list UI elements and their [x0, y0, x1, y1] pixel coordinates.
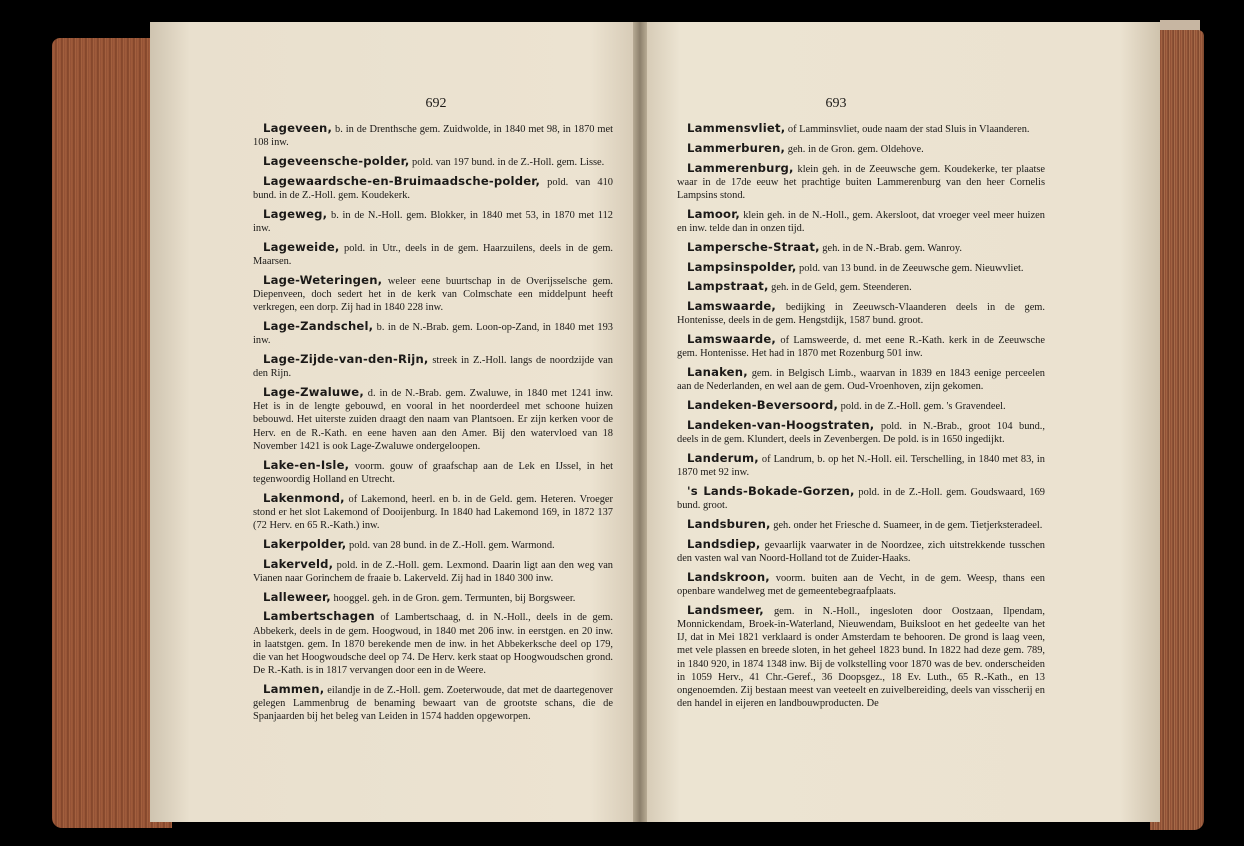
entry-headword: Lageweg, [263, 206, 328, 221]
entry-headword: Landerum, [687, 450, 759, 465]
entry-text: gem. in N.-Holl., ingesloten door Oostzaan, Ilpendam, Monnickendam, Broek-in-Waterland, Nieuwendam, Buiksloot en het gedeelte van het IJ, dat in Mei 1821 verklaard is onder Amsterdam te behooren. De grond is laag veen, met vele plassen en breede sloten, in het geheel 1823 bund. In 1822 had deze gem. 789, in 1840 920, in 1874 1348 inw. Bij de volkstelling voor 1870 was de bev. onderscheiden in 1059 Herv., 41 Chr.-Geref., 36 Doopsgez., 18 Ev. Luth., 65 R.-Kath., en 13 ongenoemden. Zij bestaan meest van veeteelt en zuivelbereiding, deels van visscherij en den handel in eijeren en landbouwproducten. De [677, 605, 1045, 710]
dictionary-entry [253, 538, 613, 552]
dictionary-entry [253, 558, 613, 585]
page-number: 692 [425, 96, 447, 111]
entry-text: b. in de N.-Brab. gem. Loon-op-Zand, in 1840 met 193 inw. [253, 322, 613, 347]
dictionary-entry [677, 300, 1045, 327]
entry-headword: Lammerburen, [687, 140, 786, 155]
dictionary-entry [253, 591, 613, 605]
entry-text: gem. in Belgisch Limb., waarvan in 1839 en 1843 eenige perceelen aan de Nederlanden, en wel aan de gem. Oud-Vroenhoven, zijn gekomen. [677, 368, 1045, 393]
entry-text: gevaarlijk vaarwater in de Noordzee, zich uitstrekkende tusschen den vasten wal van Noord-Holland tot de Zuider-Haaks. [677, 539, 1045, 564]
dictionary-entry [677, 485, 1045, 512]
entry-text: voorm. buiten aan de Vecht, in de gem. Weesp, thans een openbare wandelweg met de gemeentebegraafplaats. [677, 572, 1045, 597]
entry-text: geh. in de Gron. gem. Oldehove. [785, 143, 924, 155]
entry-headword: Lage-Zandschel, [263, 319, 374, 333]
dictionary-entry [677, 142, 1045, 156]
dictionary-entry [253, 274, 613, 315]
text-column [253, 122, 613, 729]
entry-text: d. in de N.-Brab. gem. Zwaluwe, in 1840 met 1241 inw. Het is in de lengte gebouwd, en vooral in het noorderdeel met schoone huizen bebouwd. Het uiterste zuiden draagt den naam van Plantsoen. Er zijn kerken voor de Herv. en de R.-Kath. en eene haven aan den Amer. Bij den watervloed van 18 November 1421 is ook Lage-Zwaluwe ondergeloopen. [253, 388, 613, 452]
entry-text: of Lamsweerde, d. met eene R.-Kath. kerk in de Zeeuwsche gem. Hontenisse. Het had in 1870 met Rozenburg 501 inw. [677, 335, 1045, 360]
entry-headword: Landsmeer, [687, 602, 764, 617]
entry-headword: Landeken-van-Hoogstraten, [687, 417, 875, 432]
dictionary-entry [253, 610, 613, 677]
dictionary-entry [677, 261, 1045, 275]
entry-headword: Lammensvliet, [687, 121, 786, 135]
entry-headword: Lage-Zwaluwe, [263, 385, 364, 399]
entry-headword: Lageveen, [263, 121, 333, 135]
entry-headword: Lampstraat, [687, 279, 769, 294]
entry-text: pold. in Utr., deels in de gem. Haarzuilens, deels in de gem. Maarsen. [253, 242, 613, 267]
entry-text: of Lakemond, heerl. en b. in de Geld. gem. Heteren. Vroeger stond er het slot Lakemond of Dooijenburg. In 1840 had Lakemond 169, in 1872 137 (72 Herv. en 65 R.-Kath.) inw. [253, 493, 613, 532]
entry-text: voorm. gouw of graafschap aan de Lek en IJssel, in het tegenwoordig Holland en Utrecht. [253, 460, 613, 485]
dictionary-entry [677, 241, 1045, 255]
dictionary-entry [253, 683, 613, 724]
dictionary-entry [677, 162, 1045, 203]
dictionary-entry [677, 571, 1045, 598]
entry-headword: Lammen, [263, 682, 325, 697]
dictionary-entry [253, 459, 613, 486]
dictionary-entry [677, 366, 1045, 393]
entry-headword: Landsdiep, [687, 536, 761, 551]
entry-text: klein geh. in de Zeeuwsche gem. Koudekerke, ter plaatse waar in de 17de eeuw het prachtige buiten Lammerenburg van den heer Cornelis Lampsins stond. [677, 163, 1045, 201]
entry-headword: Lalleweer, [263, 589, 331, 604]
entry-headword: Lakerveld, [263, 556, 334, 571]
entry-text: eilandje in de Z.-Holl. gem. Zoeterwoude, dat met de daartegenover gelegen Lammenbrug de benaming bewaart van de grootste schans, die de Spanjaarden bij het beleg van Leiden in 1574 hadden opgeworpen. [253, 685, 613, 723]
entry-headword: Lageveensche-polder, [263, 154, 410, 168]
right-page [640, 22, 1160, 822]
text-column [677, 122, 1045, 716]
dictionary-entry [253, 208, 613, 235]
dictionary-entry [677, 538, 1045, 565]
dictionary-entry [677, 280, 1045, 294]
entry-headword: Lamoor, [687, 206, 741, 221]
entry-text: of Lambertschaag, d. in N.-Holl., deels in de gem. Abbekerk, deels in de gem. Hoogwoud, in 1840 met 206 inw. in eerstgen. en 20 inw. in laatstgen. gem. In 1870 berekende men de inw. in het Abbekerksche deel op 179, die van het Hoogwoudsche deel op 74. De Herv. kerk staat op Hoogwoudschen grond. De R.-Kath. is in 1817 vervangen door een in de Weere. [253, 612, 613, 677]
entry-text: weleer eene buurtschap in de Overijsselsche gem. Diepenveen, doch sedert het in de kerk van Colmschate een middelpunt heeft verkregen, een dorp. Zij had in 1840 228 inw. [253, 275, 613, 314]
entry-headword: Lage-Zijde-van-den-Rijn, [263, 352, 429, 366]
entry-text: pold. in de Z.-Holl. gem. Goudswaard, 169 bund. groot. [677, 486, 1045, 512]
entry-text: pold. van 28 bund. in de Z.-Holl. gem. Warmond. [346, 539, 555, 551]
entry-headword: Lakerpolder, [263, 536, 347, 551]
entry-text: geh. in de Geld, gem. Steenderen. [768, 282, 912, 294]
entry-headword: Lanaken, [687, 365, 748, 380]
entry-headword: Landskroon, [687, 569, 770, 584]
dictionary-entry [677, 208, 1045, 235]
dictionary-entry [677, 452, 1045, 479]
entry-headword: Lakenmond, [263, 490, 345, 505]
dictionary-entry [677, 518, 1045, 532]
entry-headword: Landsburen, [687, 516, 771, 531]
entry-text: streek in Z.-Holl. langs de noordzijde van den Rijn. [253, 355, 613, 380]
entry-text: pold. van 410 bund. in de Z.-Holl. gem. Koudekerk. [253, 176, 613, 201]
entry-text: pold. in de Z.-Holl. gem. 's Gravendeel. [838, 401, 1006, 413]
entry-headword: 's Lands-Bokade-Gorzen, [687, 483, 855, 498]
entry-text: b. in de Drenthsche gem. Zuidwolde, in 1840 met 98, in 1870 met 108 inw. [253, 124, 613, 149]
entry-headword: Lageweide, [263, 239, 340, 254]
dictionary-entry [253, 241, 613, 268]
entry-headword: Lamswaarde, [687, 299, 777, 314]
dictionary-entry [677, 419, 1045, 446]
entry-text: pold. in N.-Brab., groot 104 bund., deels in de gem. Klundert, deels in Zevenbergen. De pold. is in 1650 ingedijkt. [677, 420, 1045, 446]
dictionary-entry [253, 492, 613, 533]
dictionary-entry [677, 604, 1045, 711]
dictionary-entry [677, 122, 1045, 136]
entry-headword: Lammerenburg, [687, 160, 794, 175]
entry-text: geh. in de N.-Brab. gem. Wanroy. [819, 242, 962, 254]
entry-text: pold. in de Z.-Holl. gem. Lexmond. Daarin ligt aan den weg van Vianen naar Gorinchem de fraaie b. Lakerveld. Zij had in 1840 300 inw. [253, 559, 613, 584]
dictionary-entry [253, 175, 613, 202]
dictionary-entry [253, 155, 613, 169]
dictionary-entry [253, 386, 613, 453]
entry-text: pold. van 197 bund. in de Z.-Holl. gem. Lisse. [409, 157, 605, 168]
entry-headword: Lampsinspolder, [687, 259, 797, 274]
entry-headword: Lagewaardsche-en-Bruimaadsche-polder, [263, 173, 541, 188]
entry-headword: Lamswaarde, [687, 332, 777, 347]
entry-text: of Landrum, b. op het N.-Holl. eil. Terschelling, in 1840 met 83, in 1870 met 92 inw. [677, 453, 1045, 479]
dictionary-entry [677, 399, 1045, 413]
entry-headword: Lampersche-Straat, [687, 239, 820, 254]
entry-text: klein geh. in de N.-Holl., gem. Akersloot, dat vroeger veel meer huizen en inw. telde dan in onzen tijd. [677, 209, 1045, 234]
entry-headword: Landeken-Beversoord, [687, 398, 839, 413]
entry-text: pold. van 13 bund. in de Zeeuwsche gem. Nieuwvliet. [796, 262, 1024, 274]
dictionary-entry [677, 333, 1045, 360]
dictionary-entry [253, 353, 613, 380]
dictionary-entry [253, 320, 613, 347]
entry-headword: Lambertschagen [263, 609, 375, 624]
entry-headword: Lage-Weteringen, [263, 272, 383, 287]
book-gutter [633, 22, 647, 822]
left-page [150, 22, 640, 822]
page-number: 693 [825, 96, 847, 111]
dictionary-entry [253, 122, 613, 149]
entry-text: bedijking in Zeeuwsch-Vlaanderen deels in de gem. Hontenisse, deels in de gem. Hengstdijk, 1587 bund. groot. [677, 302, 1045, 327]
entry-text: hooggel. geh. in de Gron. gem. Termunten, bij Borgsweer. [330, 592, 576, 604]
entry-text: b. in de N.-Holl. gem. Blokker, in 1840 met 53, in 1870 met 112 inw. [253, 209, 613, 234]
entry-text: of Lamminsvliet, oude naam der stad Sluis in Vlaanderen. [785, 124, 1030, 135]
entry-text: geh. onder het Friesche d. Suameer, in de gem. Tietjerksteradeel. [770, 519, 1043, 531]
entry-headword: Lake-en-Isle, [263, 457, 350, 472]
